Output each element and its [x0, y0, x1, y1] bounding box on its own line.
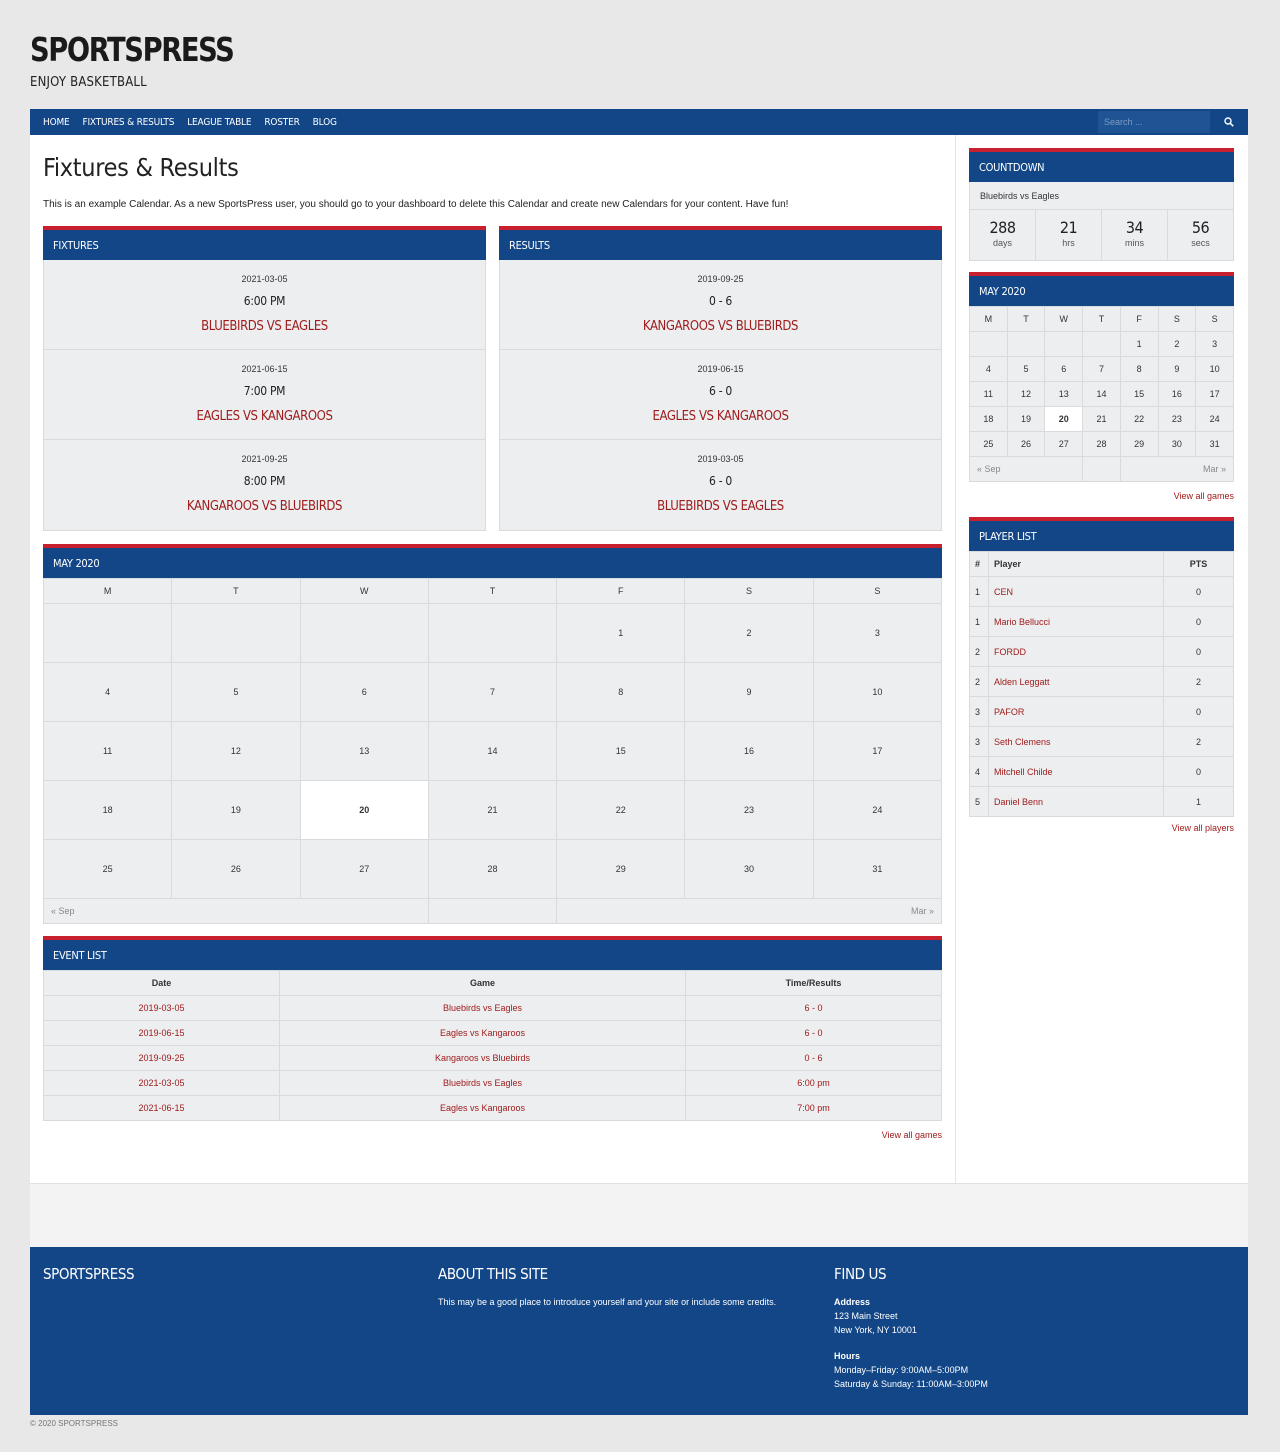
sidebar-calendar-weekday: T [1083, 307, 1121, 332]
sidebar-calendar-day[interactable]: 10 [1196, 357, 1234, 382]
sidebar-calendar-day[interactable]: 19 [1007, 407, 1045, 432]
calendar-empty-day [300, 604, 428, 663]
sidebar-calendar-nav-row [970, 457, 1234, 482]
sidebar-calendar-day[interactable]: 15 [1120, 382, 1158, 407]
calendar-weekday: F [557, 579, 685, 604]
countdown-mins [1102, 210, 1168, 260]
footer-column-brand [43, 1265, 134, 1295]
event-date-link[interactable]: 2019-03-05 [44, 996, 280, 1021]
player-pts: 0 [1164, 577, 1234, 607]
player-number: 2 [970, 667, 989, 697]
result-item [500, 350, 941, 440]
footer-about-title: ABOUT THIS SITE [438, 1265, 548, 1283]
calendar-day[interactable]: 19 [172, 781, 300, 840]
sidebar-calendar-day[interactable]: 20 [1045, 407, 1083, 432]
player-pts: 1 [1164, 787, 1234, 817]
calendar-weekday: T [428, 579, 556, 604]
footer-column-find-us [834, 1265, 988, 1391]
sidebar-calendar-day[interactable]: 28 [1083, 432, 1121, 457]
result-score: 0 - 6 [709, 294, 732, 308]
player-number: 3 [970, 697, 989, 727]
fixture-time: 6:00 PM [243, 294, 286, 308]
player-pts: 0 [1164, 757, 1234, 787]
sidebar-calendar-weekday: S [1196, 307, 1234, 332]
calendar-weekday: S [813, 579, 941, 604]
player-pts: 0 [1164, 637, 1234, 667]
page-intro: This is an example Calendar. As a new SportsPress user, you should go to your dashboard to delete this Calendar and create new Calendars for your content. Have fun! [43, 199, 789, 210]
sidebar-calendar-table [969, 306, 1234, 482]
player-pts: 0 [1164, 697, 1234, 727]
player-pts: 0 [1164, 607, 1234, 637]
site-title[interactable]: SPORTSPRESS [30, 30, 234, 69]
event-game-link[interactable]: Bluebirds vs Eagles [280, 1071, 686, 1096]
calendar-day[interactable]: 1 [557, 604, 685, 663]
event-row [44, 1096, 942, 1121]
countdown-heading: COUNTDOWN [969, 148, 1234, 182]
nav-item-fixtures-results[interactable]: FIXTURES & RESULTS [82, 116, 175, 128]
fixture-date: 2021-06-15 [241, 364, 288, 374]
result-date: 2019-06-15 [697, 364, 744, 374]
player-number: 4 [970, 757, 989, 787]
sidebar-calendar-day[interactable]: 6 [1045, 357, 1083, 382]
calendar-weekday: M [44, 579, 172, 604]
calendar-day[interactable]: 15 [557, 722, 685, 781]
sidebar-calendar-day[interactable]: 13 [1045, 382, 1083, 407]
countdown-mins-value: 34 [1125, 218, 1144, 237]
event-game-link[interactable]: Kangaroos vs Bluebirds [280, 1046, 686, 1071]
player-number: 1 [970, 577, 989, 607]
footer-about-text: This may be a good place to introduce yourself and your site or include some credits. [438, 1297, 777, 1307]
calendar-day[interactable]: 28 [428, 840, 556, 899]
calendar-day[interactable]: 29 [557, 840, 685, 899]
event-date-link[interactable]: 2019-06-15 [44, 1021, 280, 1046]
nav-item-blog[interactable]: BLOG [312, 116, 337, 128]
fixture-time: 7:00 PM [243, 384, 286, 398]
result-item [500, 260, 941, 350]
sidebar-calendar-day[interactable]: 21 [1083, 407, 1121, 432]
sidebar-calendar-day[interactable]: 3 [1196, 332, 1234, 357]
player-col-number[interactable]: # [970, 552, 989, 577]
search-button[interactable] [1210, 109, 1248, 135]
player-number: 3 [970, 727, 989, 757]
footer-find-us-title: FIND US [834, 1265, 887, 1283]
calendar-prev-link[interactable]: « Sep [44, 899, 429, 924]
sidebar-calendar-day[interactable]: 27 [1045, 432, 1083, 457]
search-input[interactable] [1098, 111, 1210, 133]
countdown-hours [1036, 210, 1102, 260]
sidebar-calendar-day[interactable]: 16 [1158, 382, 1196, 407]
calendar-nav-spacer [428, 899, 556, 924]
result-score: 6 - 0 [709, 384, 732, 398]
footer-address-line1: 123 Main Street [834, 1311, 898, 1321]
sidebar-calendar-day[interactable]: 30 [1158, 432, 1196, 457]
player-col-player[interactable]: Player [989, 552, 1164, 577]
main-calendar-table [43, 578, 942, 924]
sidebar-calendar-day[interactable]: 14 [1083, 382, 1121, 407]
countdown-days-label: days [992, 238, 1012, 248]
sidebar-calendar-day[interactable]: 29 [1120, 432, 1158, 457]
event-col-date[interactable]: Date [44, 971, 280, 996]
player-number: 2 [970, 637, 989, 667]
calendar-day[interactable]: 30 [685, 840, 813, 899]
event-result-link[interactable]: 6 - 0 [686, 996, 942, 1021]
sidebar-calendar-day[interactable]: 12 [1007, 382, 1045, 407]
fixture-item [44, 440, 485, 530]
event-game-link[interactable]: Eagles vs Kangaroos [280, 1021, 686, 1046]
event-result-link[interactable]: 7:00 pm [686, 1096, 942, 1121]
calendar-day[interactable]: 6 [300, 663, 428, 722]
player-name-link[interactable]: Mario Bellucci [989, 607, 1164, 637]
result-score: 6 - 0 [709, 474, 732, 488]
pre-footer [30, 1183, 1248, 1247]
fixture-item [44, 260, 485, 350]
sidebar-calendar-week-row [970, 382, 1234, 407]
sidebar-calendar-day[interactable]: 11 [970, 382, 1008, 407]
fixtures-panel [43, 226, 486, 531]
calendar-day[interactable]: 7 [428, 663, 556, 722]
calendar-day[interactable]: 12 [172, 722, 300, 781]
player-name-link[interactable]: Seth Clemens [989, 727, 1164, 757]
nav-item-roster[interactable]: ROSTER [264, 116, 300, 128]
calendar-week-row [44, 663, 942, 722]
sidebar-calendar-empty-day [1045, 332, 1083, 357]
countdown-mins-label: mins [1124, 238, 1144, 248]
calendar-day[interactable]: 4 [44, 663, 172, 722]
player-name-link[interactable]: Alden Leggatt [989, 667, 1164, 697]
result-link[interactable]: KANGAROOS VS BLUEBIRDS [642, 319, 799, 334]
footer-address-label: Address [834, 1297, 871, 1307]
calendar-week-row [44, 781, 942, 840]
event-col-game[interactable]: Game [280, 971, 686, 996]
calendar-week-row [44, 604, 942, 663]
player-name-link[interactable]: CEN [989, 577, 1164, 607]
page-title: Fixtures & Results [43, 153, 239, 182]
sidebar-calendar-day[interactable]: 22 [1120, 407, 1158, 432]
event-result-link[interactable]: 6:00 pm [686, 1071, 942, 1096]
player-list [969, 517, 1234, 833]
calendar-day[interactable]: 24 [813, 781, 941, 840]
sidebar-calendar-next-link[interactable]: Mar » [1120, 457, 1233, 482]
sidebar-calendar-day[interactable]: 25 [970, 432, 1008, 457]
event-date-link[interactable]: 2021-03-05 [44, 1071, 280, 1096]
sidebar-calendar-day[interactable]: 31 [1196, 432, 1234, 457]
event-game-link[interactable]: Eagles vs Kangaroos [280, 1096, 686, 1121]
sidebar-calendar [969, 272, 1234, 501]
calendar-day[interactable]: 18 [44, 781, 172, 840]
sidebar-calendar-weekday: M [970, 307, 1008, 332]
event-row [44, 1046, 942, 1071]
sidebar-calendar-prev-link[interactable]: « Sep [970, 457, 1083, 482]
footer-hours-line1: Monday–Friday: 9:00AM–5:00PM [834, 1365, 969, 1375]
calendar-weekday: W [300, 579, 428, 604]
calendar-day[interactable]: 23 [685, 781, 813, 840]
sidebar-calendar-day[interactable]: 1 [1120, 332, 1158, 357]
sidebar-calendar-empty-day [1007, 332, 1045, 357]
fixtures-heading: FIXTURES [43, 226, 486, 260]
nav-item-home[interactable]: HOME [43, 116, 70, 128]
player-name-link[interactable]: Mitchell Childe [989, 757, 1164, 787]
site-header [30, 30, 251, 90]
fixture-date: 2021-03-05 [241, 274, 288, 284]
calendar-day[interactable]: 10 [813, 663, 941, 722]
main-calendar [43, 544, 942, 924]
countdown-secs-label: secs [1191, 238, 1210, 248]
player-row [970, 787, 1234, 817]
countdown-secs-value: 56 [1191, 218, 1210, 237]
calendar-day[interactable]: 22 [557, 781, 685, 840]
calendar-day[interactable]: 8 [557, 663, 685, 722]
results-panel [499, 226, 942, 531]
calendar-day[interactable]: 11 [44, 722, 172, 781]
fixture-link[interactable]: EAGLES VS KANGAROOS [196, 409, 333, 424]
calendar-next-link[interactable]: Mar » [557, 899, 942, 924]
player-pts: 2 [1164, 727, 1234, 757]
player-name-link[interactable]: FORDD [989, 637, 1164, 667]
calendar-week-row [44, 840, 942, 899]
sidebar-calendar-day[interactable]: 8 [1120, 357, 1158, 382]
calendar-day[interactable]: 25 [44, 840, 172, 899]
sidebar-calendar-weekday: S [1158, 307, 1196, 332]
player-name-link[interactable]: Daniel Benn [989, 787, 1164, 817]
countdown-widget [969, 148, 1234, 261]
result-date: 2019-09-25 [697, 274, 744, 284]
event-date-link[interactable]: 2021-06-15 [44, 1096, 280, 1121]
player-list-table [969, 551, 1234, 817]
calendar-week-row [44, 722, 942, 781]
fixture-time: 8:00 PM [243, 474, 286, 488]
sidebar-calendar-day[interactable]: 24 [1196, 407, 1234, 432]
fixture-link[interactable]: BLUEBIRDS VS EAGLES [201, 319, 328, 334]
sidebar-calendar-weekday: F [1120, 307, 1158, 332]
event-list-table [43, 970, 942, 1121]
event-result-link[interactable]: 0 - 6 [686, 1046, 942, 1071]
view-all-players-link[interactable]: View all players [1171, 823, 1234, 833]
sidebar-calendar-day[interactable]: 9 [1158, 357, 1196, 382]
event-date-link[interactable]: 2019-09-25 [44, 1046, 280, 1071]
sidebar-calendar-week-row [970, 332, 1234, 357]
results-heading: RESULTS [499, 226, 942, 260]
fixture-item [44, 350, 485, 440]
nav-item-league-table[interactable]: LEAGUE TABLE [187, 116, 252, 128]
event-list [43, 936, 942, 1140]
event-row [44, 996, 942, 1021]
calendar-empty-day [44, 604, 172, 663]
event-game-link[interactable]: Bluebirds vs Eagles [280, 996, 686, 1021]
sidebar-calendar-day[interactable]: 17 [1196, 382, 1234, 407]
sidebar-calendar-weekday: T [1007, 307, 1045, 332]
sidebar-calendar-day[interactable]: 4 [970, 357, 1008, 382]
player-row [970, 637, 1234, 667]
player-number: 5 [970, 787, 989, 817]
countdown-days-value: 288 [989, 218, 1016, 237]
calendar-day[interactable]: 17 [813, 722, 941, 781]
countdown-hours-value: 21 [1059, 218, 1078, 237]
footer-address-line2: New York, NY 10001 [834, 1325, 917, 1335]
countdown-hours-label: hrs [1062, 238, 1075, 248]
calendar-day[interactable]: 21 [428, 781, 556, 840]
player-row [970, 727, 1234, 757]
sidebar-view-all-games-link[interactable]: View all games [1173, 491, 1234, 501]
site-tagline: ENJOY BASKETBALL [30, 75, 147, 90]
footer-hours-line2: Saturday & Sunday: 11:00AM–3:00PM [834, 1379, 988, 1389]
fixture-link[interactable]: KANGAROOS VS BLUEBIRDS [186, 499, 343, 514]
sidebar-divider [955, 135, 956, 1183]
calendar-empty-day [428, 604, 556, 663]
main-navigation [30, 109, 1248, 135]
player-name-link[interactable]: PAFOR [989, 697, 1164, 727]
event-result-link[interactable]: 6 - 0 [686, 1021, 942, 1046]
player-row [970, 607, 1234, 637]
sidebar-calendar-day[interactable]: 18 [970, 407, 1008, 432]
result-link[interactable]: EAGLES VS KANGAROOS [652, 409, 789, 424]
player-list-heading: PLAYER LIST [969, 517, 1234, 551]
sidebar-calendar-weekday: W [1045, 307, 1083, 332]
calendar-weekday: S [685, 579, 813, 604]
calendar-day[interactable]: 5 [172, 663, 300, 722]
result-link[interactable]: BLUEBIRDS VS EAGLES [657, 499, 784, 514]
sidebar-calendar-empty-day [970, 332, 1008, 357]
sidebar-calendar-nav-spacer [1083, 457, 1121, 482]
player-row [970, 577, 1234, 607]
player-pts: 2 [1164, 667, 1234, 697]
player-row [970, 667, 1234, 697]
countdown-days [970, 210, 1036, 260]
calendar-day[interactable]: 2 [685, 604, 813, 663]
calendar-day[interactable]: 27 [300, 840, 428, 899]
sidebar-calendar-week-row [970, 407, 1234, 432]
calendar-empty-day [172, 604, 300, 663]
sidebar-calendar-day[interactable]: 2 [1158, 332, 1196, 357]
sidebar-calendar-week-row [970, 432, 1234, 457]
sidebar-calendar-day[interactable]: 5 [1007, 357, 1045, 382]
player-row [970, 697, 1234, 727]
footer-column-about [438, 1265, 776, 1309]
copyright: © 2020 SPORTSPRESS [30, 1419, 119, 1428]
footer-spacer [834, 1337, 988, 1349]
fixture-date: 2021-09-25 [241, 454, 288, 464]
footer-brand-title: SPORTSPRESS [43, 1265, 135, 1283]
event-row [44, 1071, 942, 1096]
sidebar-calendar-day[interactable]: 26 [1007, 432, 1045, 457]
calendar-nav-row [44, 899, 942, 924]
footer-hours-label: Hours [834, 1351, 861, 1361]
calendar-day[interactable]: 26 [172, 840, 300, 899]
event-list-heading: EVENT LIST [43, 936, 942, 970]
search-icon [1224, 117, 1234, 127]
countdown-event[interactable]: Bluebirds vs Eagles [970, 182, 1233, 210]
countdown-secs [1168, 210, 1233, 260]
view-all-games-link[interactable]: View all games [881, 1130, 942, 1140]
calendar-day[interactable]: 14 [428, 722, 556, 781]
player-col-pts[interactable]: PTS [1164, 552, 1234, 577]
sidebar-calendar-week-row [970, 357, 1234, 382]
main-content [30, 135, 1248, 1183]
result-item [500, 440, 941, 530]
calendar-day[interactable]: 20 [300, 781, 428, 840]
sidebar-calendar-heading: MAY 2020 [969, 272, 1234, 306]
calendar-day[interactable]: 3 [813, 604, 941, 663]
calendar-day[interactable]: 9 [685, 663, 813, 722]
calendar-day[interactable]: 16 [685, 722, 813, 781]
sidebar-calendar-day[interactable]: 23 [1158, 407, 1196, 432]
result-date: 2019-03-05 [697, 454, 744, 464]
calendar-weekday: T [172, 579, 300, 604]
site-footer [30, 1247, 1248, 1415]
calendar-day[interactable]: 31 [813, 840, 941, 899]
event-row [44, 1021, 942, 1046]
main-calendar-heading: MAY 2020 [43, 544, 942, 578]
player-row [970, 757, 1234, 787]
sidebar-calendar-day[interactable]: 7 [1083, 357, 1121, 382]
player-number: 1 [970, 607, 989, 637]
calendar-day[interactable]: 13 [300, 722, 428, 781]
sidebar-calendar-empty-day [1083, 332, 1121, 357]
event-col-time-results[interactable]: Time/Results [686, 971, 942, 996]
